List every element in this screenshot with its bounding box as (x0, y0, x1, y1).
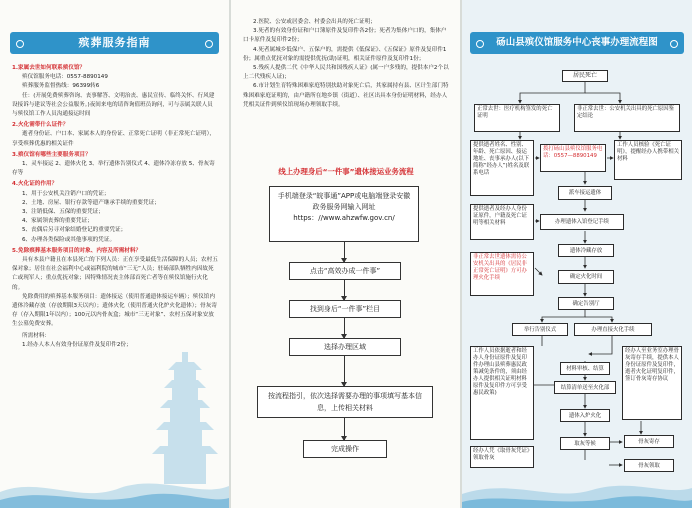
section-4-line-6: 6、办理各类保险或其他事项的凭证。 (22, 236, 116, 243)
section-5-line-1: 具有本县户籍且在本县死亡的下列人员：正在享受最低生活保障的人员；农村五保对象；居住在社会福利中心或福利院的城市“三无”人员；驻砀部队牺牲内因故死亡或现军人；重点优抚对象；因特殊情况丧主体部首死亡者等在殡仪馆施行火化的。 (12, 257, 218, 291)
flow-arrow-3 (344, 318, 345, 338)
section-1-heading: 1.家属去世如何联系殡仪馆？ (12, 65, 86, 71)
flow-step-6: 完成操作 (303, 440, 387, 458)
materials-heading: 所需材料： (22, 332, 50, 339)
flow-set-farewell-hall: 确定告别厅 (558, 297, 614, 310)
section-5-heading: 5.免除殡葬基本服务项目的对象、内容及所需材料？ (12, 247, 142, 254)
material-3: 3.死者的有效身份证和户口簿原件及复印件各2份；死者为集体户口的，集体户口卡原件及复印件2份； (243, 28, 447, 44)
flow-provide-info: 提供逝者姓名、性别、年龄、死亡原因、接运地址、丧事承办人(以下简称“经办人”)姓名及联系电话 (470, 140, 534, 196)
materials-line-1: 1.经办人本人有效身份证原件及复印件2份； (22, 341, 132, 348)
section-1-line-1: 殡仪馆服务电话：0557-8890149 (22, 74, 108, 81)
materials-continued (243, 18, 449, 110)
flow-ash-waiting: 取灰等候 (560, 437, 610, 450)
section-4-line-4: 4、家属领丧葬的重要凭证； (22, 218, 93, 225)
section-5-line-2: 免除费用的殡葬基本服务项目：遗体接运（使用普通遗体接运车辆）；殡仪馆内遗体冷藏存放（存放期限3天以内）；遗体火化（使用普通火化炉火化遗体）；骨灰寄存（存入期限1年以内）；100元以内骨灰盒；城市“三无对象”、农村五保对象安放生公墓免费安葬。 (12, 293, 217, 328)
wave-decoration (462, 468, 692, 508)
flow-ash-store: 骨灰寄存 (624, 435, 674, 448)
flow-ash-storage-note: 经办人至业务室办理骨灰寄存手续，提供本人身份证原件及复印件，逝者火化证明复印件，签订骨灰寄存协议 (622, 346, 682, 420)
flow-normal-death: 正常去世：医疗机构签发的死亡证明 (474, 104, 560, 132)
flow-call-hotline: 拨打砀山县殡仪馆服务电话：0557—8890149 (540, 144, 606, 172)
section-4-line-2: 2、土地、房屋、银行存款等遗产继承手续的重要凭证； (22, 199, 160, 206)
material-4: 4.死者属城乡低保户、五保户的，需提供《低保证》、《五保证》原件及复印件1份；属重点优抚对象的需提供优抚(助)证明，相关证件原件及复印件1份； (243, 46, 447, 62)
section-4-line-1: 1、用于公安机关注销户口的凭证； (22, 190, 110, 197)
flow-step-1: 手机端登录“皖事通”APP或电脑端登录安徽政务服务网输入网址https：//www.ahzwfw.gov.cn/ (269, 186, 419, 242)
guide-content (12, 64, 218, 350)
flow-set-cremation-time: 确定火化时间 (558, 270, 614, 284)
material-6: 6.市计划生育特殊困难家庭特别扶助对象死亡后，其家属持有县、区计生部门特殊困难家庭证明的，由户籍所在地乡镇（街道）、社区出具本身份证明材料，经办人凭相关证件到殡仪馆现场办理领取手续。 (243, 83, 449, 108)
wave-decoration (0, 468, 229, 508)
flow-material-review: 材料审核、结算 (560, 362, 610, 375)
section-4-line-3: 3、注销低保、五保的重要凭证； (22, 209, 104, 216)
flow-collect-certificate: 经办人凭《取骨灰凭证》领取骨灰 (470, 446, 534, 468)
flow-dispatch-vehicle: 派车接运遗体 (558, 186, 612, 200)
flow-cremation: 遗体入炉火化 (560, 409, 610, 422)
flow-direct-cremation: 办理直接火化手续 (574, 323, 652, 336)
flow-arrow-5 (344, 418, 345, 440)
material-2: 2.医院、公安或居委会、村委会出具的死亡证明； (253, 19, 376, 25)
section-2-heading: 2.火化需带什么证件？ (12, 122, 69, 129)
panel-funeral-flowchart (462, 0, 692, 508)
flow-provide-docs: 提供逝者及经办人身份证原件，户籍及死亡证明等相关材料 (470, 204, 534, 240)
flow-arrow-4 (344, 356, 345, 386)
flow-resident-death: 居民死亡 (562, 70, 608, 82)
flow-settlement: 结算清单送至火化部 (554, 381, 616, 394)
flow-farewell-ceremony: 举行告别仪式 (512, 323, 568, 336)
section-1-line-3: 任：(开展免费殡葬咨询、丧事解答、文明治丧、惠民宣传、临终关怀、行风建设接诉与建议等社会公益服务。)夜间来电的请咨询值班员询问，可与亲属关联人员与殡仪馆工作人员沟通接运时间 (12, 92, 215, 118)
flow-step-5: 按流程指引，依次选择需要办理的事项填写基本信息，上传相关材料 (257, 386, 433, 418)
flowchart-title: 砀山县殡仪馆服务中心丧事办理流程图 (470, 32, 684, 54)
section-3-heading: 3.殡仪馆有哪些主要服务项目？ (12, 151, 91, 158)
flow-staff-review-note: 工作人员依据逝者和经办人身份证原件及复印件办理山县殡葬惠民政策减免条件的，须由经办人提供相关证明材料原件及复印件方可享受惠民政策) (470, 346, 534, 440)
flow-cold-storage: 遗体冷藏存放 (558, 244, 614, 257)
flow-staff-verify: 工作人员核验《死亡证明》，提醒经办人携带相关材料 (614, 140, 682, 180)
flow-arrow-2 (344, 280, 345, 300)
flow-unnatural-death: 非正常去世：公安机关出具的死亡原因鉴定结论 (574, 104, 680, 132)
flow-arrow-1 (344, 242, 345, 262)
flow-step-4: 选择办理区域 (289, 338, 401, 356)
section-1-line-2: 殡葬服务监督热线：96399转6 (22, 83, 100, 90)
section-4-heading: 4.火化证的作用？ (12, 181, 58, 188)
material-5: 5.残疾人提供二代《中华人民共和国残疾人证》(属一户多残的，提供本户2个以上二代残疾人证)； (243, 65, 449, 81)
flow-ash-collect: 骨灰领取 (624, 459, 674, 472)
panel-online-process (231, 0, 460, 508)
flow-step-2: 点击“高效办成一件事” (289, 262, 401, 280)
flow-step-3: 找到身后“一件事”栏目 (289, 300, 401, 318)
service-guide-title: 殡葬服务指南 (10, 32, 219, 54)
flow-unnatural-note: 非正常去世遗体需待公安机关出具的《居民非正常死亡证明》方可办理火化手续 (470, 252, 534, 296)
section-3-line-1: 1、灵车接运 2、遗体火化 3、举行遗体告别仪式 4、遗体冷冻存放 5、骨灰寄存等 (12, 161, 215, 177)
flow-register: 办理遗体入馆登记手续 (540, 214, 624, 230)
online-process-title: 线上办理身后“一件事”遗体接运业务流程 (278, 167, 414, 176)
section-2-line-1: 逝者身份证、户口本、家属本人的身份证、正常死亡证明（非正常死亡证明），享受殡葬优惠的相关证件 (12, 131, 215, 147)
section-4-line-5: 5、丧偶后另寻对象结婚登记的重要凭证； (22, 227, 127, 234)
panel-service-guide (0, 0, 229, 508)
